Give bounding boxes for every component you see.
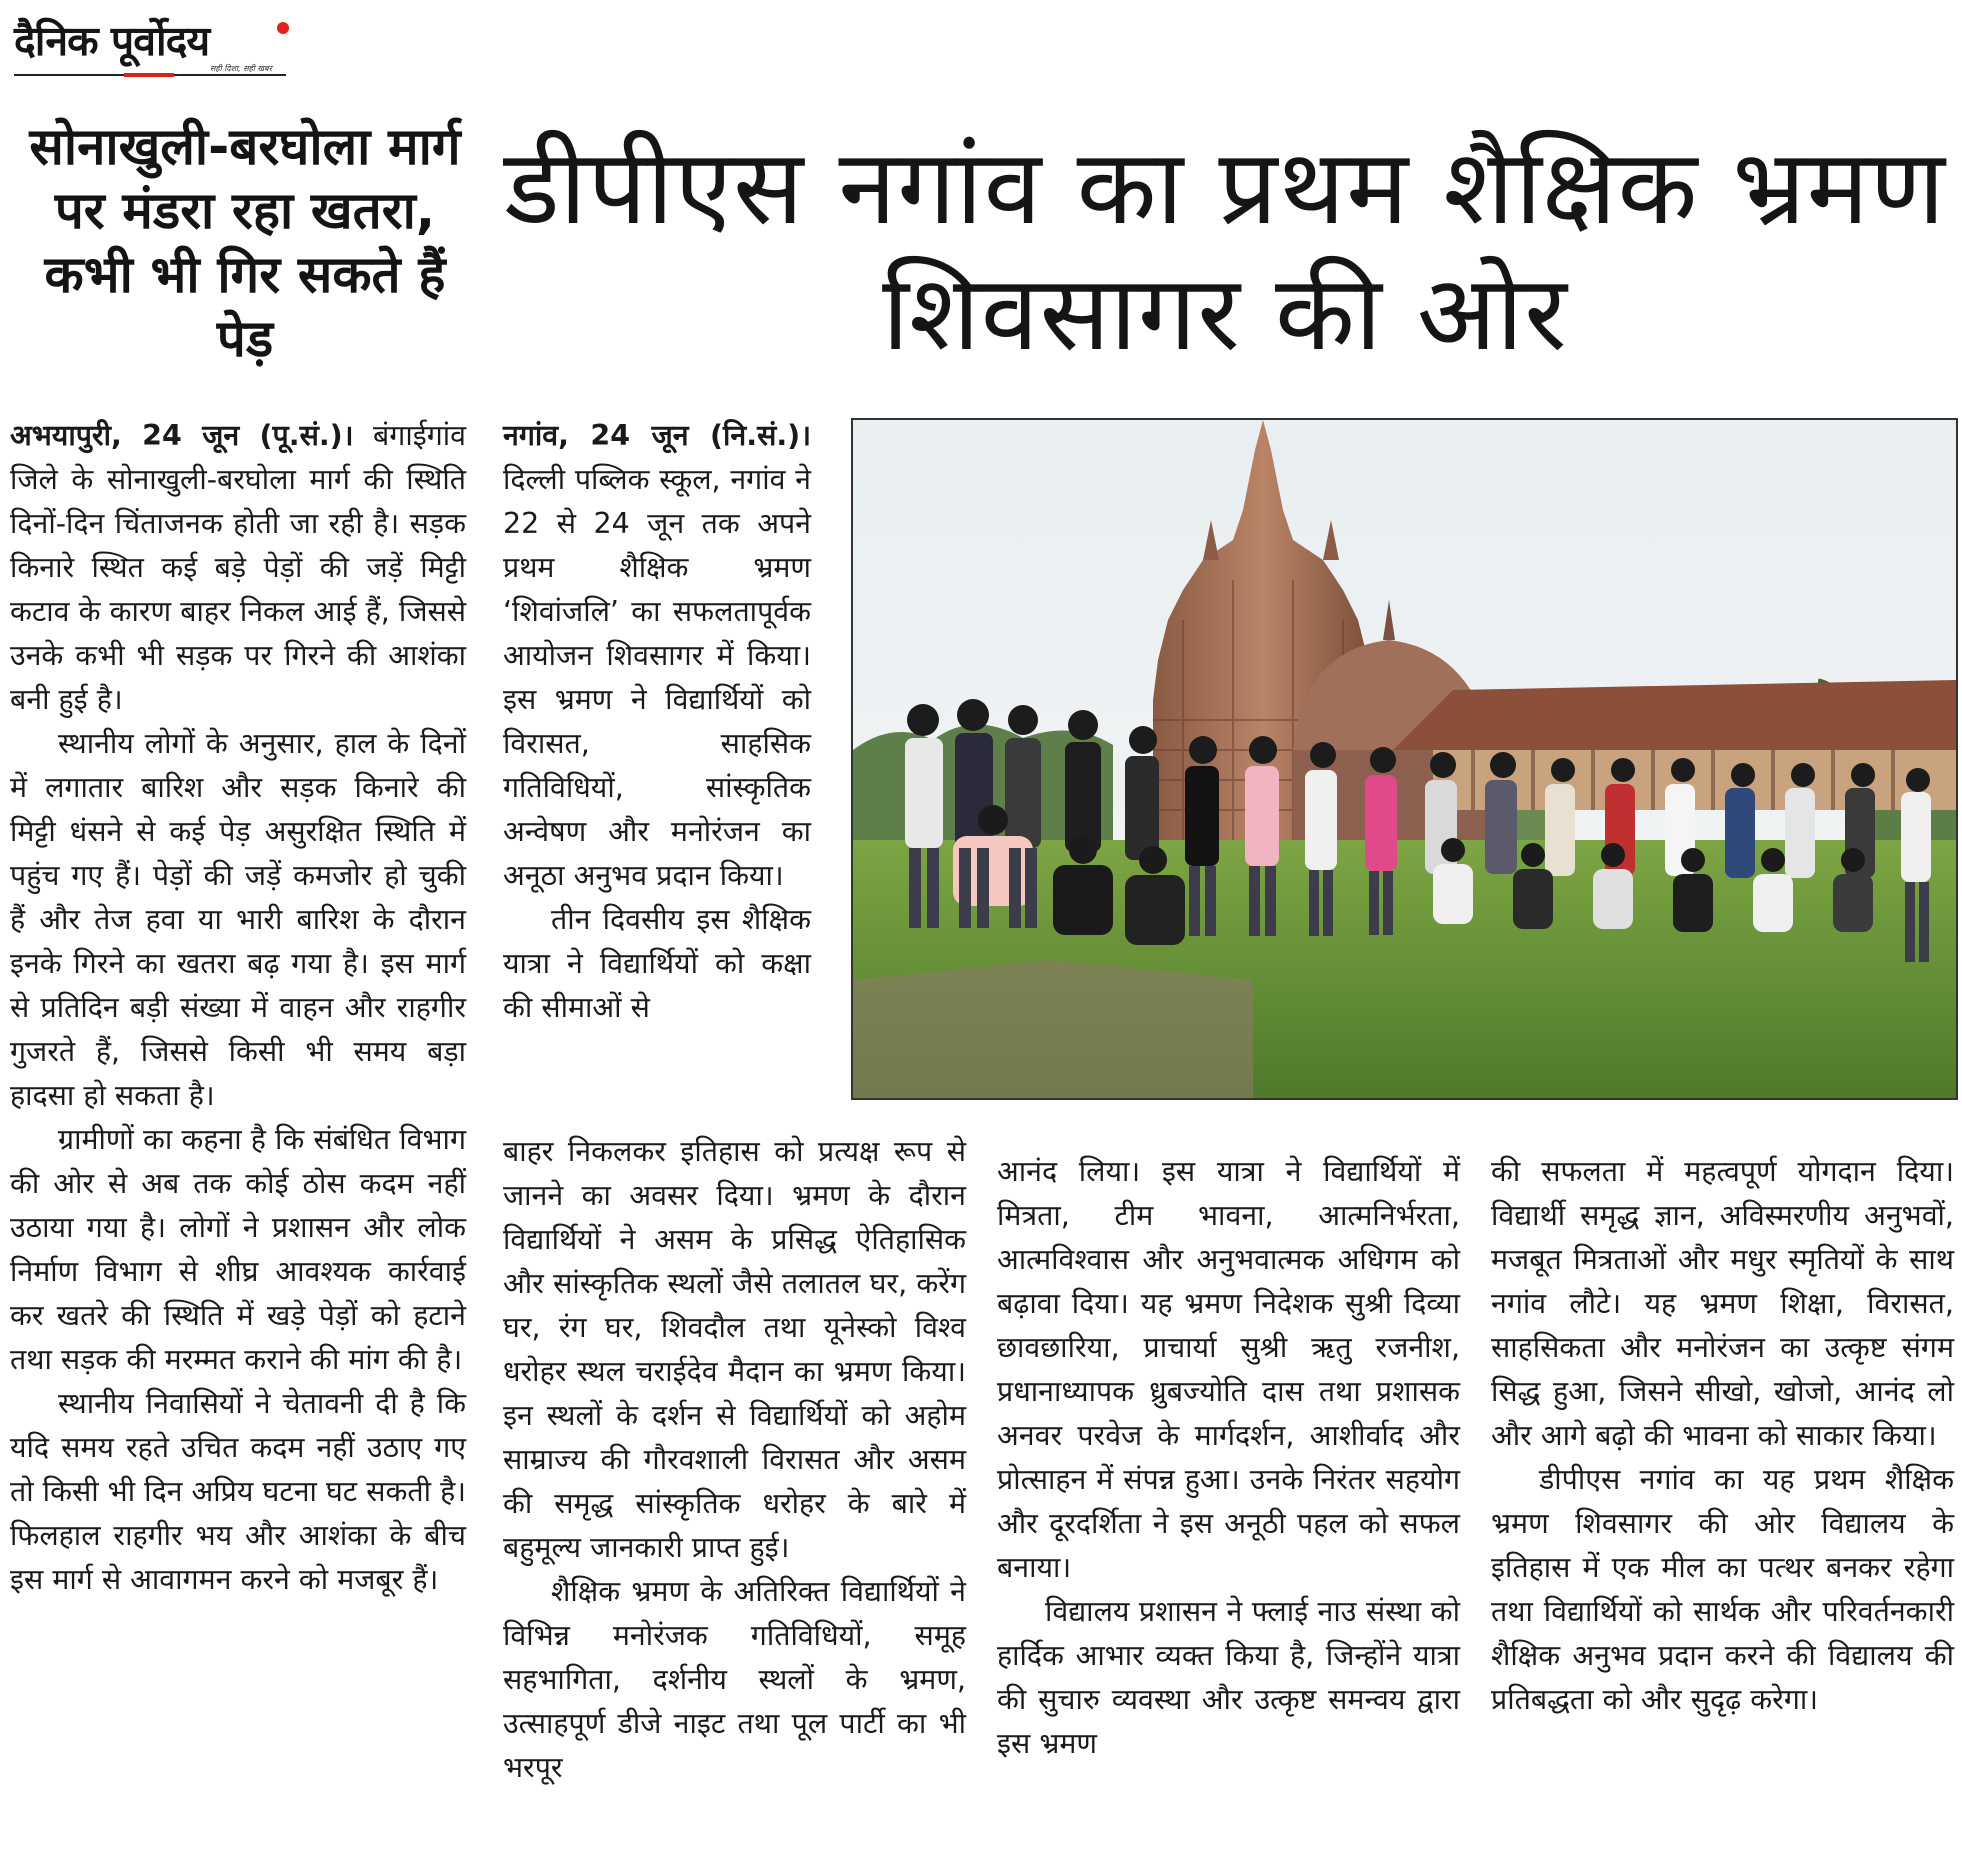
- left-story-para-4: स्थानीय निवासियों ने चेतावनी दी है कि यदि समय रहते उचित कदम नहीं उठाए गए तो किसी भी दिन अप्रिय घटना घट सकती है। फिलहाल राहगीर भय और आशंका के बीच इस मार्ग से आवागमन करने को मजबूर हैं।: [10, 1387, 467, 1596]
- main-story-para-3: बाहर निकलकर इतिहास को प्रत्यक्ष रूप से जानने का अवसर दिया। भ्रमण के दौरान विद्यार्थियों ने असम के प्रसिद्ध ऐतिहासिक और सांस्कृतिक स्थलों जैसे तलातल घर, करेंग घर, रंग घर, शिवदौल तथा यूनेस्को विश्व धरोहर स्थल चराईदेव मैदान का भ्रमण किया। इन स्थलों के दर्शन से विद्यार्थियों को अहोम साम्राज्य की गौरवशाली विरासत और असम की समृद्ध सांस्कृतिक धरोहर के बारे में बहुमूल्य जानकारी प्राप्त हुई।: [503, 1135, 966, 1564]
- left-story-para-3: ग्रामीणों का कहना है कि संबंधित विभाग की ओर से अब तक कोई ठोस कदम नहीं उठाया गया है। लोगों ने प्रशासन और लोक निर्माण विभाग से शीघ्र आवश्यक कार्रवाई कर खतरे की स्थिति में खड़े पेड़ों को हटाने तथा सड़क की मरम्मत कराने की मांग की है।: [10, 1123, 466, 1376]
- newspaper-tagline: सही दिशा, सही खबर: [210, 64, 272, 73]
- left-story-headline: सोनाखुली-बरघोला मार्ग पर मंडरा रहा खतरा, कभी भी गिर सकते हैं पेड़: [29, 118, 461, 369]
- main-story-col-3: [997, 1150, 1460, 1766]
- main-story-col-2-bottom: [503, 1130, 966, 1790]
- newspaper-name: दैनिक पूर्वोदय: [14, 17, 210, 65]
- main-story-para-6: विद्यालय प्रशासन ने फ्लाई नाउ संस्था को हार्दिक आभार व्यक्त किया है, जिन्होंने यात्रा की सुचारु व्यवस्था और उत्कृष्ट समन्वय द्वारा इस भ्रमण: [997, 1595, 1460, 1760]
- main-story-para-1: [503, 414, 811, 898]
- main-story-dateline: नगांव, 24 जून (नि.सं.)।: [503, 419, 811, 452]
- logo-red-dot: [277, 22, 289, 34]
- main-story-text-1: दिल्ली पब्लिक स्कूल, नगांव ने 22 से 24 जून तक अपने प्रथम शैक्षिक भ्रमण ‘शिवांजलि’ का सफलतापूर्वक आयोजन शिवसागर में किया। इस भ्रमण ने विद्यार्थियों को विरासत, साहसिक गतिविधियों, सांस्कृतिक अन्वेषण और मनोरंजन का अनूठा अनुभव प्रदान किया।: [503, 463, 811, 892]
- main-story-para-7: की सफलता में महत्वपूर्ण योगदान दिया। विद्यार्थी समृद्ध ज्ञान, अविस्मरणीय अनुभवों, मजबूत मित्रताओं और मधुर स्मृतियों के साथ नगांव लौटे। यह भ्रमण शिक्षा, विरासत, साहसिकता और मनोरंजन का उत्कृष्ट संगम सिद्ध हुआ, जिसने सीखो, खोजो, आनंद लो और आगे बढ़ो की भावना को साकार किया।: [1491, 1155, 1954, 1452]
- main-story-col-4: [1491, 1150, 1954, 1722]
- left-story-para-2: स्थानीय लोगों के अनुसार, हाल के दिनों में लगातार बारिश और सड़क किनारे की मिट्टी धंसने से कई पेड़ असुरक्षित स्थिति में पहुंच गए हैं। पेड़ों की जड़ें कमजोर हो चुकी हैं और तेज हवा या भारी बारिश के दौरान इनके गिरने का खतरा बढ़ गया है। इस मार्ग से प्रतिदिन बड़ी संख्या में वाहन और राहगीर गुजरते हैं, जिससे किसी भी समय बड़ा हादसा हो सकता है।: [10, 727, 466, 1112]
- group-photo-shivadol-temple: [851, 418, 1958, 1100]
- left-story-dateline: अभयापुरी, 24 जून (पू.सं.)।: [10, 419, 354, 452]
- main-story-para-4: शैक्षिक भ्रमण के अतिरिक्त विद्यार्थियों ने विभिन्न मनोरंजक गतिविधियों, समूह सहभागिता, दर्शनीय स्थलों के भ्रमण, उत्साहपूर्ण डीजे नाइट तथा पूल पार्टी का भी भरपूर: [503, 1575, 966, 1784]
- masthead-logo: [14, 10, 286, 74]
- main-story-para-2: तीन दिवसीय इस शैक्षिक यात्रा ने विद्यार्थियों को कक्षा की सीमाओं से: [503, 903, 811, 1024]
- photo-illustration: [853, 420, 1956, 1098]
- main-story-col-2-top: [503, 414, 811, 1030]
- main-story-para-8: डीपीएस नगांव का यह प्रथम शैक्षिक भ्रमण शिवसागर की ओर विद्यालय के इतिहास में एक मील का पत्थर बनकर रहेगा तथा विद्यार्थियों को सार्थक और परिवर्तनकारी शैक्षिक अनुभव प्रदान करने की विद्यालय की प्रतिबद्धता को और सुदृढ़ करेगा।: [1491, 1463, 1954, 1716]
- masthead-red-accent: [124, 73, 174, 77]
- left-story-body: [10, 414, 466, 1602]
- main-story-para-5: आनंद लिया। इस यात्रा ने विद्यार्थियों में मित्रता, टीम भावना, आत्मनिर्भरता, आत्मविश्वास और अनुभवात्मक अधिगम को बढ़ावा दिया। यह भ्रमण निदेशक सुश्री दिव्या छावछारिया, प्राचार्या सुश्री ऋतु रजनीश, प्रधानाध्यापक ध्रुबज्योति दास तथा प्रशासक अनवर परवेज के मार्गदर्शन, आशीर्वाद और प्रोत्साहन में संपन्न हुआ। उनके निरंतर सहयोग और दूरदर्शिता ने इस अनूठी पहल को सफल बनाया।: [997, 1155, 1460, 1584]
- main-story-headline: डीपीएस नगांव का प्रथम शैक्षिक भ्रमण शिवसागर की ओर: [504, 126, 1946, 374]
- left-story-para-1: [10, 414, 466, 722]
- left-story-text-1: बंगाईगांव जिले के सोनाखुली-बरघोला मार्ग की स्थिति दिनों-दिन चिंताजनक होती जा रही है। सड़क किनारे स्थित कई बड़े पेड़ों की जड़ें मिट्टी कटाव के कारण बाहर निकल आई हैं, जिससे उनके कभी भी सड़क पर गिरने की आशंका बनी हुई है।: [10, 419, 466, 716]
